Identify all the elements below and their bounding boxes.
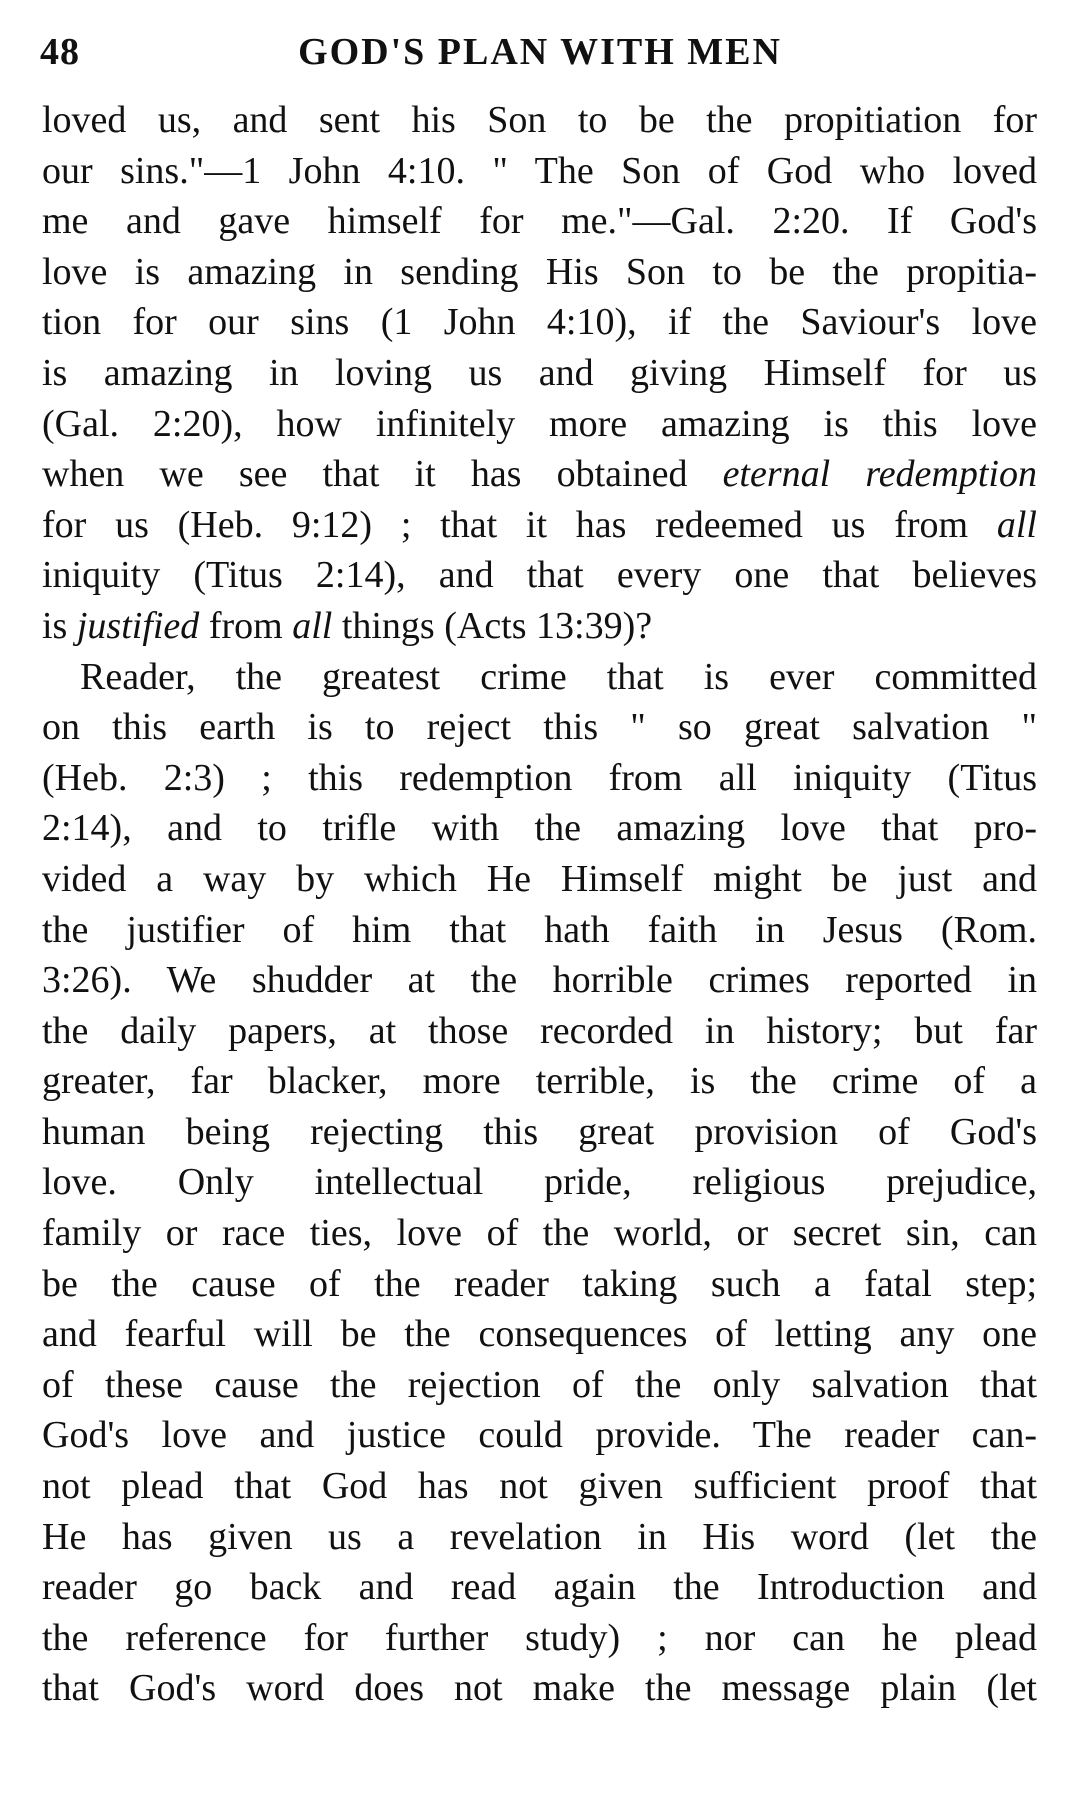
text-line: reader go back and read again the Introduction and bbox=[42, 1566, 1037, 1609]
text-line: is amazing in loving us and giving Himself for us bbox=[42, 351, 1037, 394]
page-number: 48 bbox=[40, 31, 80, 73]
text-line bbox=[42, 500, 1037, 551]
text-line: not plead that God has not given sufficient proof that bbox=[42, 1465, 1037, 1508]
running-title: GOD'S PLAN WITH MEN bbox=[298, 31, 782, 73]
text-line: the reference for further study) ; nor can he plead bbox=[42, 1616, 1037, 1659]
text-line: me and gave himself for me."—Gal. 2:20. If God's bbox=[42, 200, 1037, 243]
text-line: iniquity (Titus 2:14), and that every one that believes bbox=[42, 554, 1037, 597]
text-run: for us (Heb. 9:12) ; that it has redeemed us from bbox=[42, 503, 997, 546]
text-line: on this earth is to reject this " so great salvation " bbox=[42, 706, 1037, 749]
text-line: family or race ties, love of the world, or secret sin, can bbox=[42, 1212, 1037, 1255]
italic-emphasis: all bbox=[996, 503, 1037, 546]
text-line: our sins."—1 John 4:10. " The Son of God who loved bbox=[42, 149, 1037, 192]
text-line: (Gal. 2:20), how infinitely more amazing is this love bbox=[42, 402, 1037, 445]
text-line: human being rejecting this great provision of God's bbox=[42, 1110, 1037, 1153]
text-line: love. Only intellectual pride, religious prejudice, bbox=[42, 1161, 1037, 1204]
text-line: of these cause the rejection of the only salvation that bbox=[42, 1363, 1037, 1406]
text-line bbox=[42, 449, 1037, 500]
text-line: vided a way by which He Himself might be just and bbox=[42, 857, 1037, 900]
text-line: He has given us a revelation in His word (let the bbox=[42, 1515, 1037, 1558]
text-line: 3:26). We shudder at the horrible crimes reported in bbox=[42, 959, 1037, 1002]
text-line: that God's word does not make the message plain (let bbox=[42, 1667, 1037, 1710]
text-run: is bbox=[42, 604, 77, 647]
text-line: be the cause of the reader taking such a fatal step; bbox=[42, 1262, 1037, 1305]
text-line: tion for our sins (1 John 4:10), if the Saviour's love bbox=[42, 301, 1037, 344]
text-line: greater, far blacker, more terrible, is the crime of a bbox=[42, 1060, 1037, 1103]
text-run: when we see that it has obtained bbox=[42, 453, 723, 496]
text-line: (Heb. 2:3) ; this redemption from all iniquity (Titus bbox=[42, 756, 1037, 799]
text-run: from bbox=[199, 604, 293, 647]
paragraph-first-line: Reader, the greatest crime that is ever committed bbox=[80, 655, 1037, 698]
text-run: things (Acts 13:39)? bbox=[332, 604, 653, 647]
text-line: God's love and justice could provide. The reader can- bbox=[42, 1414, 1037, 1457]
text-line: love is amazing in sending His Son to be the propitia- bbox=[42, 250, 1037, 293]
text-line bbox=[42, 601, 1037, 652]
text-line: loved us, and sent his Son to be the propitiation for bbox=[42, 99, 1037, 141]
text-line: and fearful will be the consequences of letting any one bbox=[42, 1313, 1037, 1356]
text-line: the justifier of him that hath faith in Jesus (Rom. bbox=[42, 908, 1037, 951]
italic-emphasis: eternal redemption bbox=[722, 453, 1037, 496]
page-header bbox=[40, 22, 1040, 82]
italic-emphasis: justified bbox=[76, 604, 200, 647]
body-text bbox=[42, 95, 1037, 1714]
italic-emphasis: all bbox=[292, 604, 333, 647]
text-line: 2:14), and to trifle with the amazing love that pro- bbox=[42, 807, 1037, 850]
text-line: the daily papers, at those recorded in history; but far bbox=[42, 1009, 1037, 1052]
